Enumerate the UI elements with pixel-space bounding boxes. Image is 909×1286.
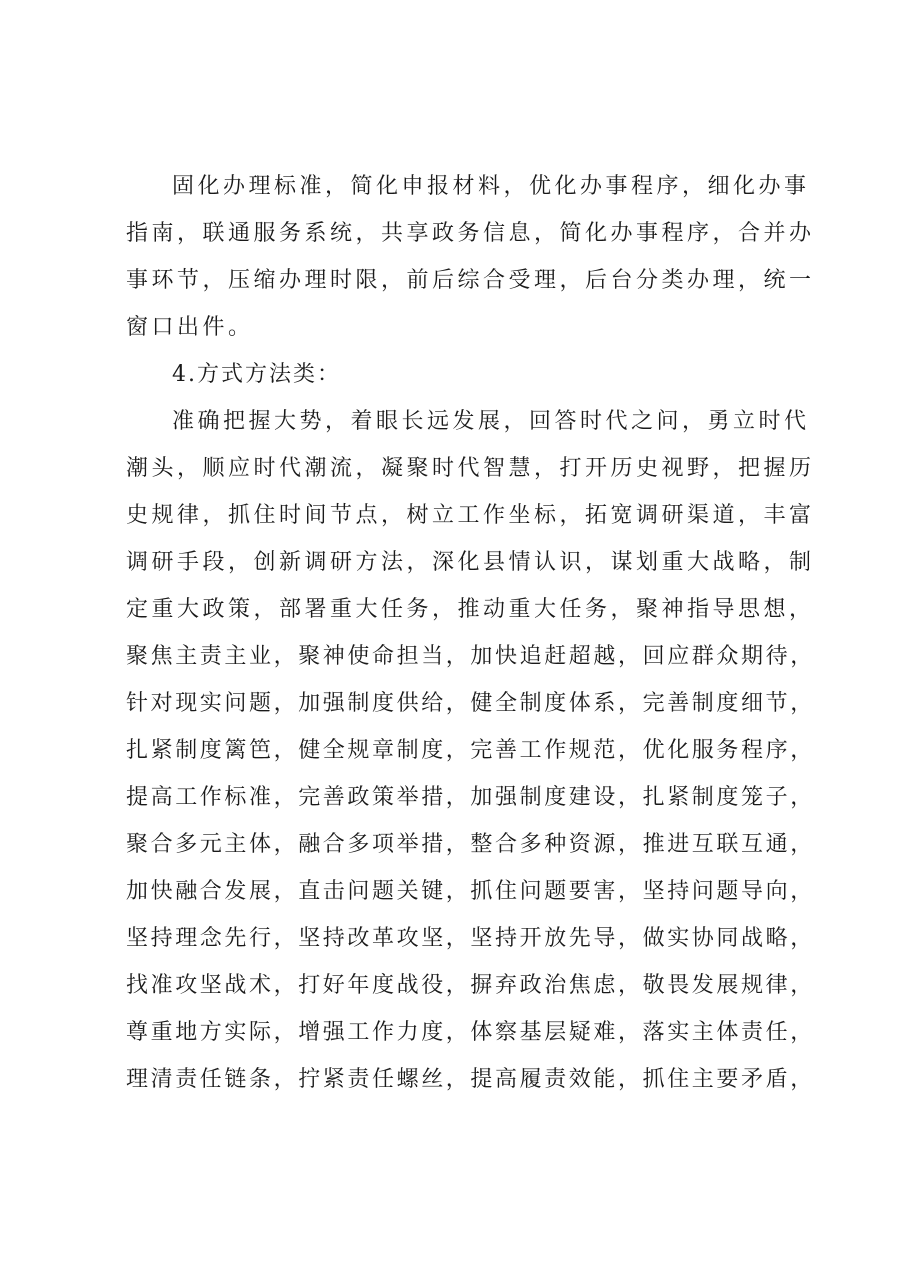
paragraph-line: 事环节，压缩办理时限，前后综合受理，后台分类办理，统一 bbox=[126, 268, 815, 293]
paragraph-line: 史规律，抓住时间节点，树立工作坐标，拓宽调研渠道，丰富 bbox=[126, 503, 815, 528]
paragraph-line: 聚焦主责主业，聚神使命担当，加快追赶超越，回应群众期待， bbox=[126, 644, 815, 669]
paragraph-line: 潮头，顺应时代潮流，凝聚时代智慧，打开历史视野，把握历 bbox=[126, 456, 815, 481]
paragraph-line: 指南，联通服务系统，共享政务信息，简化办事程序，合并办 bbox=[126, 221, 815, 246]
paragraph-line: 准确把握大势，着眼长远发展，回答时代之问，勇立时代 bbox=[172, 409, 810, 434]
paragraph-line: 提高工作标准，完善政策举措，加强制度建设，扎紧制度笼子， bbox=[126, 785, 815, 810]
paragraph-line: 理清责任链条，拧紧责任螺丝，提高履责效能，抓住主要矛盾， bbox=[126, 1067, 815, 1092]
paragraph-line: 找准攻坚战术，打好年度战役，摒弃政治焦虑，敬畏发展规律， bbox=[126, 973, 815, 998]
document-body bbox=[126, 163, 826, 1103]
section-heading: 4.方式方法类： bbox=[172, 362, 341, 387]
paragraph-line: 针对现实问题，加强制度供给，健全制度体系，完善制度细节， bbox=[126, 691, 815, 716]
paragraph-line: 坚持理念先行，坚持改革攻坚，坚持开放先导，做实协同战略， bbox=[126, 926, 815, 951]
paragraph-line: 扎紧制度篱笆，健全规章制度，完善工作规范，优化服务程序， bbox=[126, 738, 815, 763]
paragraph-line: 加快融合发展，直击问题关键，抓住问题要害，坚持问题导向， bbox=[126, 879, 815, 904]
paragraph-line: 窗口出件。 bbox=[126, 315, 254, 340]
paragraph-line: 固化办理标准，简化申报材料，优化办事程序，细化办事 bbox=[172, 174, 810, 199]
paragraph-line: 定重大政策，部署重大任务，推动重大任务，聚神指导思想， bbox=[126, 597, 815, 622]
paragraph-line: 聚合多元主体，融合多项举措，整合多种资源，推进互联互通， bbox=[126, 832, 815, 857]
paragraph-line: 尊重地方实际，增强工作力度，体察基层疑难，落实主体责任， bbox=[126, 1020, 815, 1045]
paragraph-line: 调研手段，创新调研方法，深化县情认识，谋划重大战略，制 bbox=[126, 550, 815, 575]
